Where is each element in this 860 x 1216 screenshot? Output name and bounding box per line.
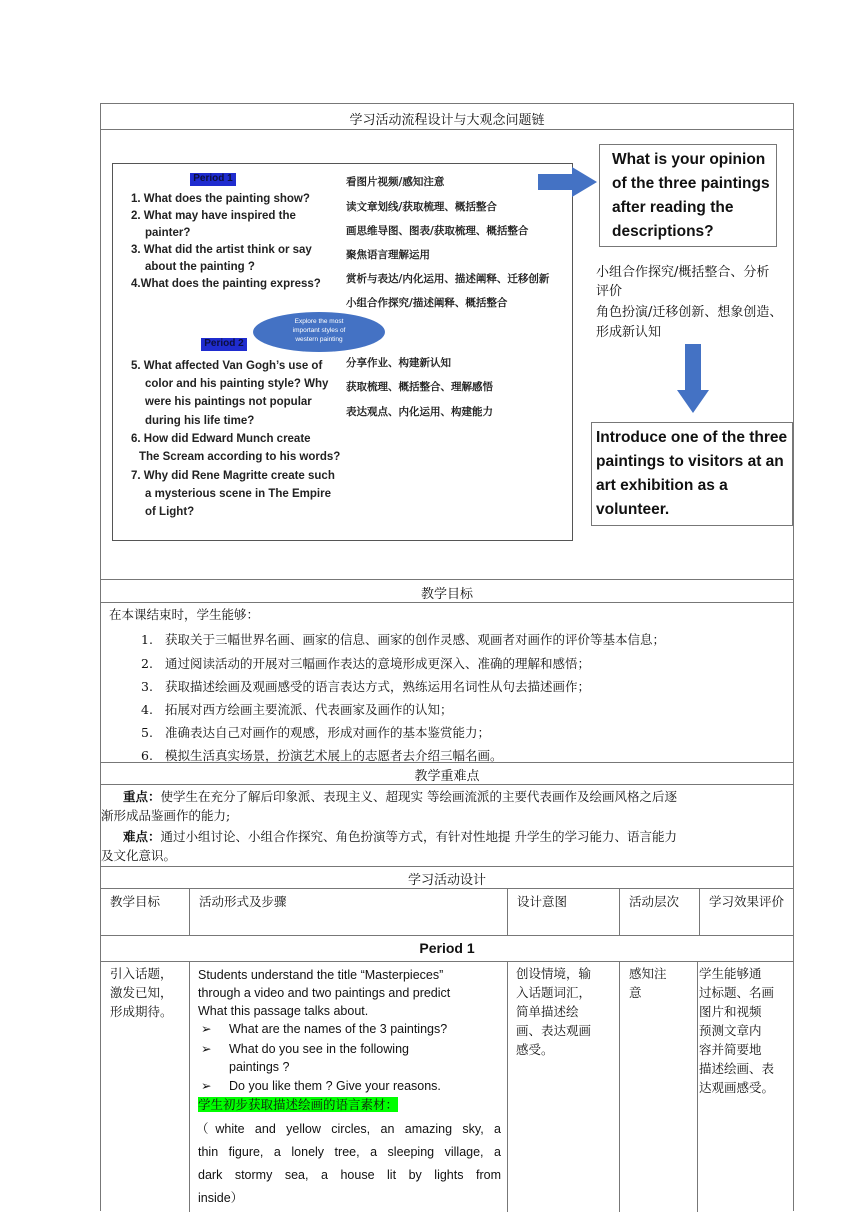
question-line: 7. Why did Rene Magritte create such: [131, 470, 335, 482]
objective-item: 3. 获取描述绘画及观画感受的语言表达方式，熟练运用名词性从句去描述画作；: [141, 679, 591, 694]
activity-label: 聚焦语言理解运用: [346, 249, 430, 261]
activity-label: 表达观点、内化运用、构建能力: [346, 406, 493, 418]
bullet-arrow-icon: ➢: [201, 1042, 212, 1056]
section-title-flow: 学习活动流程设计与大观念问题链: [349, 113, 545, 128]
down-arrow-icon: [676, 344, 710, 414]
key-point-cont: 渐形成品鉴画作的能力;: [101, 808, 231, 823]
activity-label: 分享作业、构建新认知: [346, 357, 451, 369]
objectives-title: 教学目标: [420, 587, 473, 602]
activity-label: 赏析与表达/内化运用、描述阐释、迁移创新: [346, 273, 550, 285]
key-point: 重点：使学生在充分了解后印象派、表现主义、超现实 等绘画流派的主要代表画作及绘画风格之后逐: [123, 789, 677, 804]
right-arrow-icon: [538, 167, 598, 197]
bullet-arrow-icon: ➢: [201, 1079, 212, 1093]
period-1-label: Period 1: [419, 940, 475, 956]
header-steps: 活动形式及步骤: [199, 894, 287, 909]
question-line: were his paintings not popular: [145, 396, 312, 408]
activity-label: 看图片视频/感知注意: [346, 176, 445, 188]
question-line: 1. What does the painting show?: [131, 193, 310, 205]
header-goal: 教学目标: [110, 894, 161, 909]
activity-label: 画思维导图、图表/获取梳理、概括整合: [346, 225, 529, 237]
objective-item: 6. 模拟生活真实场景，扮演艺术展上的志愿者去介绍三幅名画。: [141, 748, 503, 763]
question-line: about the painting ?: [145, 261, 255, 273]
objective-item: 4. 拓展对西方绘画主要流派、代表画家及画作的认知；: [141, 702, 453, 717]
header-level: 活动层次: [629, 894, 680, 909]
question-line: painter?: [145, 227, 191, 239]
question-line: of Light?: [145, 506, 195, 518]
row-intent: 创设情境，输 入话题词汇， 简单描述绘 画、表达观画 感受。: [516, 966, 592, 1057]
period1-tag: Period 1: [190, 173, 236, 186]
activity-label: 读文章划线/获取梳理、概括整合: [346, 201, 497, 213]
question-line: 3. What did the artist think or say: [131, 244, 312, 256]
question-line: The Scream according to his words?: [139, 451, 341, 463]
question-line: color and his painting style? Why: [145, 378, 329, 390]
row-goal: 引入话题， 激发已知， 形成期待。: [110, 966, 173, 1019]
question-line: 4.What does the painting express?: [131, 278, 321, 290]
activity-title: 学习活动设计: [407, 873, 486, 888]
period2-tag: Period 2: [201, 338, 247, 351]
question-line: during his life time?: [145, 415, 255, 427]
question-line: 2. What may have inspired the: [131, 210, 296, 222]
bullet-arrow-icon: ➢: [201, 1022, 212, 1036]
difficulties-title: 教学重难点: [414, 769, 480, 784]
ellipse-text: Explore the most important styles of western painting: [292, 318, 346, 343]
objective-item: 1. 获取关于三幅世界名画、画家的信息、画家的创作灵感、观画者对画作的评价等基本信息；: [141, 632, 666, 647]
hard-point-cont: 及文化意识。: [101, 848, 177, 863]
row-level: 感知注 意: [629, 966, 667, 1000]
document-table: 学习活动流程设计与大观念问题链 Period 1 1. What does the painting show? 2. What may have inspired the painter? 3. What did the artist think or say about the painting ? 4.What does the painting express? 看图片视频/感知注意 读文章划线/获取梳理、概括整合 画思维导图、图表/获取梳理、概括整合 聚焦语言理解运用 赏析与表达/内化运用、描述阐释、迁移创新 小组合作探究/描述阐释、概括整合 Explore the most important styles of western painting Period 2 5. What affected Van Gogh’s use of color and his painting style? Why were his paintings not popular during his life time? 6. How did Edward Munch create The Scream according to his words? 7. Why did Rene Magritte create such a mysterious scene in The Empire of Light? 分享作业、构建新认知 获取梳理、概括整合、理解感悟 表达观点、内化运用、构建能力 What is your opinion of the three paintings after reading the descriptions? 小组合作探究/概括整合、分析 评价 角色扮演/迁移创新、想象创造、 形成新认知 Introduce one of the three paintings to visitors at an art exhibition as a volunteer. 教学目标 在本课结束时，学生能够： 1. 获取关于三幅世界名画、画家的信息、画家的创作灵感、观画者对画作的评价等基本信息； 2. 通过阅读活动的开展对三幅画作表达的意境形成更深入、准确的理解和感悟； 3. 获取描述绘画及观画感受的语言表达方式，熟练运用名词性从句去描述画作； 4. 拓展对西方绘画主要流派、代表画家及画作的认知； 5. 准确表达自己对画作的观感，形成对画作的基本鉴赏能力； 6. 模拟生活真实场景，扮演艺术展上的志愿者去介绍三幅名画。 教学重难点 重点：使学生在充分了解后印象派、表现主义、超现实 等绘画流派的主要代表画作及绘画风格之后逐 渐形成品鉴画作的能力; 难点：通过小组讨论、小组合作探究、角色扮演等方式，有针对性地提 升学生的学习能力、语言能力 及文化意识。 学习活动设计 教学目标 活动形式及步骤 设计意图 活动层次 学习效果评价 Period 1 引入话题， 激发已知， 形成期待。 Students understand the title “Masterpieces” through a video and two paintings and predict What this passage talks about. ➢ What are the names of the 3 paintings? ➢ What do you see in the following paintings ? ➢ Do you like them ? Give your reasons. 学生初步获取描述绘画的语言素材： （white and yellow circles, an amazing sky, a thin figure, a lonely tree, a sleeping village, a dark stormy sea, a house lit by lights from inside） 创设情境，输 入话题词汇， 简单描述绘 画、表达观画 感受。 感知注 意 学生能够通 过标题、名画 图片和视频 预测文章内 容并简要地 描述绘画、表 达观画感受。: [100, 103, 794, 1211]
highlight-text: 学生初步获取描述绘画的语言素材：: [198, 1097, 399, 1112]
objective-item: 5. 准确表达自己对画作的观感，形成对画作的基本鉴赏能力；: [141, 725, 491, 740]
question-line: 6. How did Edward Munch create: [131, 433, 311, 445]
activity-label: 获取梳理、概括整合、理解感悟: [346, 381, 493, 393]
question-line: 5. What affected Van Gogh’s use of: [131, 360, 323, 372]
objective-item: 2. 通过阅读活动的开展对三幅画作表达的意境形成更深入、准确的理解和感悟；: [141, 656, 591, 671]
activity-label: 小组合作探究/描述阐释、概括整合: [346, 297, 508, 309]
header-eval: 学习效果评价: [709, 894, 785, 909]
objectives-intro: 在本课结束时，学生能够：: [109, 607, 260, 622]
question-line: a mysterious scene in The Empire: [145, 488, 331, 500]
row-eval: 学生能够通 过标题、名画 图片和视频 预测文章内 容并简要地 描述绘画、表 达观画感受。: [699, 966, 775, 1095]
header-intent: 设计意图: [517, 894, 568, 909]
hard-point: 难点：通过小组讨论、小组合作探究、角色扮演等方式，有针对性地提 升学生的学习能力、语言能力: [123, 829, 677, 844]
